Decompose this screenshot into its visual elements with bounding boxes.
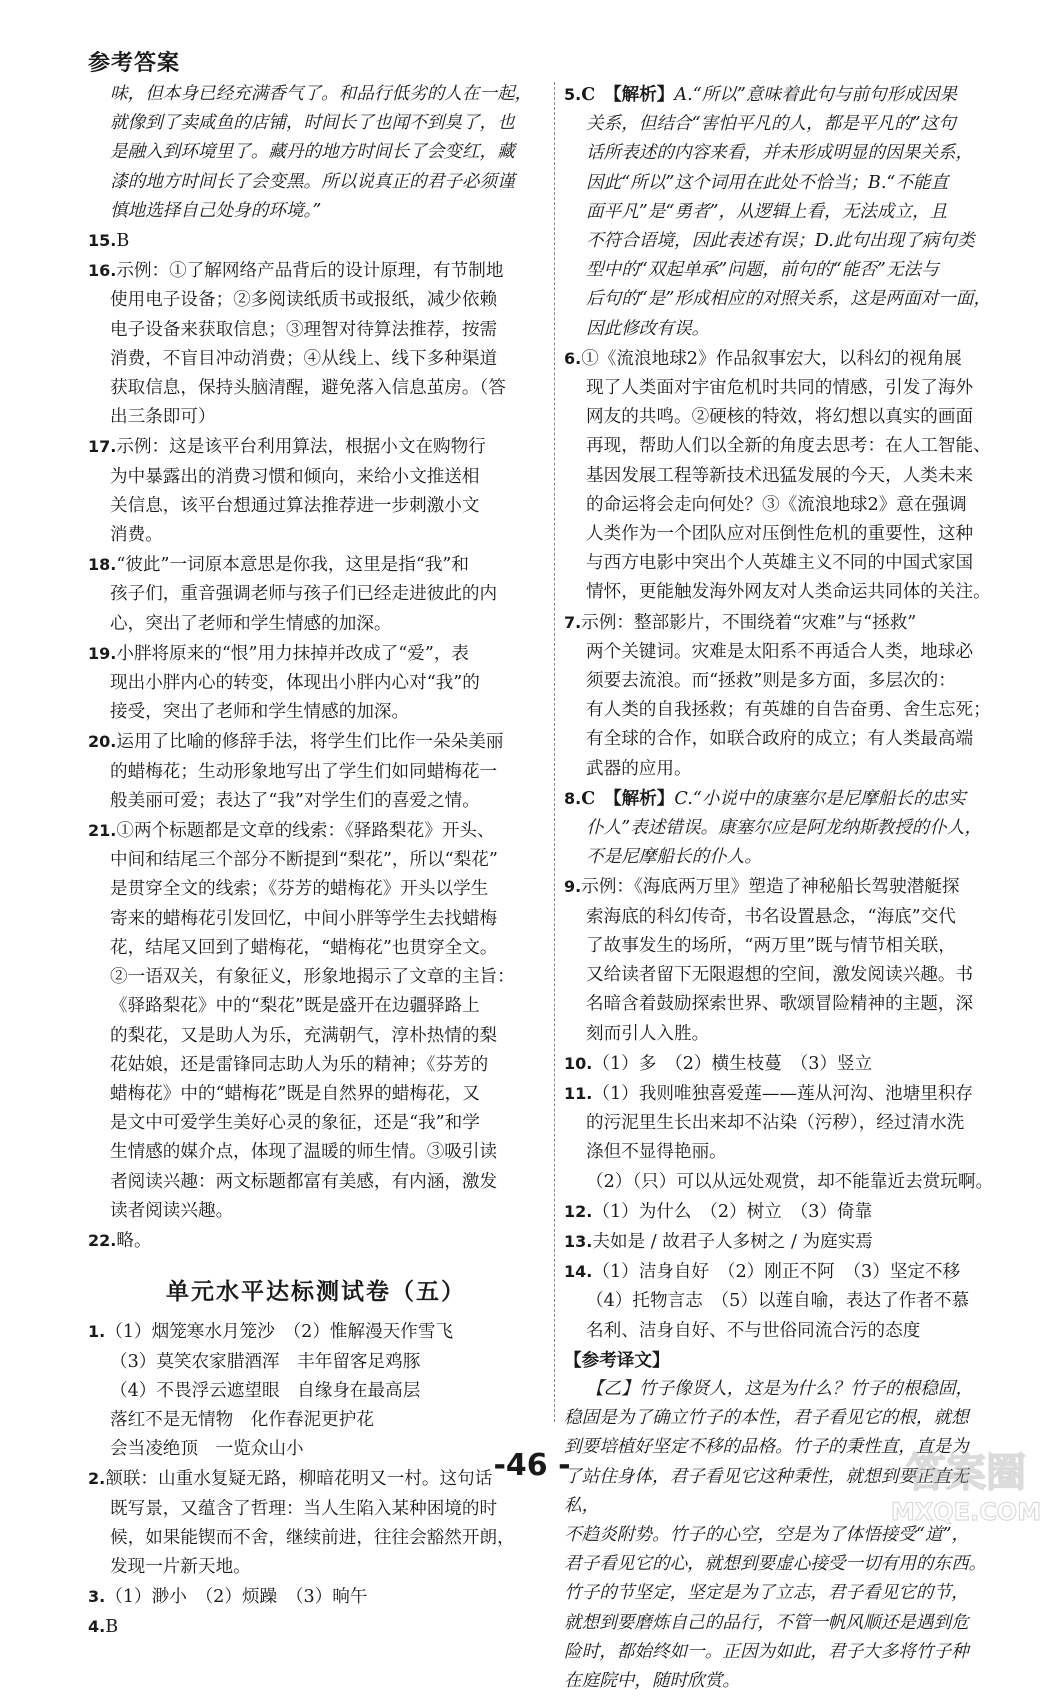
text-line: 的污泥里生长出来却不沾染（污秽），经过清水洗 [586, 1113, 965, 1134]
text-line: 蜡梅花》中的“蜡梅花”既是自然界的蜡梅花，又 [110, 1083, 480, 1104]
text-line: 基因发展工程等新技术迅猛发展的今天，人类未来 [586, 465, 974, 486]
text-line: 是贯穿全文的线索；《芬芳的蜡梅花》开头以学生 [110, 879, 489, 900]
text-line: 的梨花，又是助人为乐，充满朝气，淳朴热情的梨 [110, 1025, 498, 1046]
question-number: 19. [88, 643, 117, 663]
text-line: 是融入到环境里了。藏丹的地方时间长了会变红，藏 [110, 142, 515, 163]
text-line: 味，但本身已经充满香气了。和品行低劣的人在一起， [110, 84, 533, 104]
text-line: （1）我则唯独喜爱莲——莲从河沟、池塘里积存 [592, 1083, 974, 1104]
test-answer-9 [564, 872, 996, 1048]
text-line: 出三条即可） [110, 407, 216, 428]
text-line: 孩子们，重音强调老师与孩子们已经走进彼此的内 [110, 584, 498, 605]
text-line: 因此“所以”这个词用在此处不恰当；B.“不能直 [586, 172, 949, 193]
text-line: A.“所以”意味着此句与前句形成因果 [674, 85, 958, 105]
text-line: 型中的“双起单承”问题，前句的“能否”无法与 [586, 260, 939, 281]
text-line: 既写景，又蕴含了哲理：当人生陷入某种困境的时 [110, 1498, 498, 1519]
text-line: 稳固是为了确立竹子的本性，君子看见它的根，就想 [564, 1408, 969, 1429]
text-line: 索海底的科幻传奇，书名设置悬念，“海底”交代 [586, 906, 956, 927]
text-line: 在庭院中，随时欣赏。 [564, 1670, 740, 1691]
text-line: 就想到要磨炼自己的品行，不管一帆风顺还是遇到危 [564, 1612, 969, 1633]
text-line: 与西方电影中突出个人英雄主义不同的中国式家国 [586, 553, 974, 574]
question-number: 12. [564, 1201, 593, 1221]
question-number: 3. [88, 1587, 106, 1607]
text-line: C.“小说中的康塞尔是尼摩船长的忠实 [674, 788, 966, 809]
text-line: 不趋炎附势。竹子的心空，空是为了体悟接受“道”， [564, 1524, 970, 1545]
text-line: 现了人类面对宇宙危机时共同的情感，引发了海外 [586, 378, 974, 399]
text-line: 的命运将会走向何处？③《流浪地球2》意在强调 [586, 494, 967, 515]
text-line: 的蜡梅花；生动形象地写出了学生们如同蜡梅花一 [110, 761, 498, 782]
test-answer-4 [88, 1612, 544, 1642]
text-line: 有全球的合作，如联合政府的成立；有人类最高端 [586, 729, 974, 750]
text-line: ②一语双关，有象征义，形象地揭示了文章的主旨： [110, 967, 515, 988]
question-number: 22. [88, 1230, 117, 1250]
text-line: 者阅读兴趣：两文标题都富有美感，有内涵，激发 [110, 1171, 498, 1192]
text-line: 使用电子设备；②多阅读纸质书或报纸，减少依赖 [110, 290, 498, 311]
text-line: 示例：这是该平台利用算法，根据小文在购物行 [116, 437, 486, 458]
answer-22 [88, 1226, 544, 1256]
text-line: 《驿路梨花》中的“梨花”既是盛开在边疆驿路上 [110, 996, 480, 1017]
question-number: 1. [88, 1322, 106, 1342]
text-line: （3）莫笑农家腊酒浑 丰年留客足鸡豚 [110, 1351, 421, 1372]
text-line: “彼此”一词原本意思是你我，这里是指“我”和 [116, 555, 470, 576]
text-line: 话所表述的内容来看，并未形成明显的因果关系， [586, 143, 974, 164]
left-column [88, 80, 544, 1643]
analysis-tag: C 【解析】 [581, 787, 675, 809]
question-number: 4. [88, 1617, 106, 1637]
text-line: 君子看见它的心，就想到要虚心接受一切有用的东西。 [564, 1554, 987, 1575]
text-line: 现出小胖内心的转变，体现出小胖内心对“我”的 [110, 673, 480, 694]
text-line: 示例：整部影片，不围绕着“灾难”与“拯救” [581, 612, 917, 633]
question-number: 7. [564, 612, 582, 632]
answer-18 [88, 550, 544, 639]
page-number: -46 - [493, 1448, 571, 1483]
text-line: 武器的应用。 [586, 758, 692, 779]
text-line: 示例：《海底两万里》塑造了神秘船长驾驶潜艇探 [581, 877, 960, 898]
text-line: 险时，都始终如一。正因为如此，君子大多将竹子种 [564, 1641, 969, 1662]
text-line: 有人类的自我拯救；有英雄的自告奋勇、舍生忘死； [586, 700, 991, 721]
answer-text: B [105, 1617, 119, 1638]
answer-text: （1）多 （2）横生枝蔓 （3）竖立 [592, 1053, 873, 1074]
text-line: 仆人”表述错误。康塞尔应是阿龙纳斯教授的仆人， [586, 818, 983, 839]
translation-label: 【参考译文】 [564, 1349, 670, 1371]
test-answer-3 [88, 1582, 544, 1612]
answer-16 [88, 256, 544, 432]
question-number: 6. [564, 348, 582, 368]
text-line: 到要培植好坚定不移的品格。竹子的秉性直，直是为 [564, 1437, 969, 1458]
text-line: 不是尼摩船长的仆人。 [586, 847, 762, 868]
text-line: 示例：①了解网络产品背后的设计原理，有节制地 [116, 261, 504, 282]
text-line: 名暗含着鼓励探索世界、歌颂冒险精神的主题，深 [586, 994, 974, 1015]
text-line: 关信息，该平台想通过算法推荐进一步刺激小文 [110, 495, 480, 516]
text-line: 寄来的蜡梅花引发回忆，中间小胖等学生去找蜡梅 [110, 908, 498, 929]
text-line: 中间和结尾三个部分不断提到“梨花”，所以“梨花” [110, 850, 498, 871]
question-number: 11. [564, 1083, 593, 1103]
text-line: 不符合语境，因此表述有误；D.此句出现了病句类 [586, 231, 975, 252]
text-line: 再现，帮助人们以全新的角度去思考：在人工智能、 [586, 436, 991, 457]
analysis-tag: C 【解析】 [581, 84, 675, 105]
text-line: 须要去流浪。而“拯救”则是多方面，多层次的： [586, 671, 956, 692]
answer-text: （1）为什么 （2）树立 （3）倚靠 [592, 1201, 873, 1222]
watermark-logo [886, 1442, 1046, 1528]
text-line: 情怀，更能触发海外网友对人类命运共同体的关注。 [586, 582, 991, 603]
text-line: 落红不是无情物 化作春泥更护花 [110, 1409, 374, 1430]
column-divider [554, 82, 555, 1422]
text-line: （4）托物言志 （5）以莲自喻，表达了作者不慕 [586, 1291, 970, 1312]
text-line: 电子设备来获取信息；③理智对待算法推荐，按需 [110, 319, 498, 340]
answer-text: 夫如是 / 故君子人多树之 / 为庭实焉 [592, 1231, 873, 1252]
answer-17 [88, 432, 544, 550]
test-answer-1 [88, 1317, 544, 1464]
test-answer-11 [564, 1079, 996, 1197]
watermark-subtext: MXQE.COM [890, 1498, 1042, 1526]
text-line: 发现一片新天地。 [110, 1556, 251, 1577]
text-line: 慎地选择自己处身的环境。” [110, 200, 322, 221]
answer-19 [88, 639, 544, 728]
text-line: 就像到了卖咸鱼的店铺，时间长了也闻不到臭了，也 [110, 113, 515, 134]
answer-text: （1）渺小 （2）烦躁 （3）晌午 [105, 1587, 368, 1608]
text-line: 候，如果能锲而不舍，继续前进，往往会豁然开朗， [110, 1527, 515, 1548]
text-line: 为中暴露出的消费习惯和倾向，来给小文推送相 [110, 466, 480, 487]
question-number: 16. [88, 261, 117, 281]
text-line: 会当凌绝顶 一览众山小 [110, 1439, 304, 1460]
text-line: 关系，但结合“害怕平凡的人，都是平凡的”这句 [586, 114, 956, 135]
text-line: 后句的“是”形成相应的对照关系，这是两面对一面， [586, 289, 992, 310]
text-line: （1）洁身自好 （2）刚正不阿 （3）坚定不移 [592, 1262, 961, 1283]
answer-15 [88, 226, 544, 256]
text-line: 了故事发生的场所，“两万里”既与情节相关联， [586, 935, 956, 956]
answer-21 [88, 816, 544, 1226]
text-line: （1）烟笼寒水月笼沙 （2）惟解漫天作雪飞 [105, 1322, 454, 1343]
text-line: 般美丽可爱；表达了“我”对学生们的喜爱之情。 [110, 790, 480, 811]
page-header-title: 参考答案 [88, 51, 181, 76]
test-answer-7 [564, 608, 996, 784]
text-line: 心，突出了老师和学生情感的加深。 [110, 613, 392, 634]
text-line: 【乙】竹子像贤人，这是为什么？竹子的根稳固， [586, 1378, 974, 1399]
text-line: 读者阅读兴趣。 [110, 1200, 234, 1221]
text-line: 涤但不显得艳丽。 [586, 1142, 727, 1163]
reference-translation [564, 1375, 996, 1696]
text-line: 获取信息，保持头脑清醒，避免落入信息茧房。（答 [110, 378, 506, 399]
text-line: 因此修改有误。 [586, 318, 710, 339]
question-number: 17. [88, 437, 117, 457]
text-line: 漆的地方时间长了会变黑。所以说真正的君子必须谨 [110, 171, 515, 192]
text-line: 小胖将原来的“恨”用力抹掉并改成了“爱”，表 [116, 643, 470, 664]
test-answer-6 [564, 344, 996, 608]
test-answer-5 [564, 80, 996, 344]
question-number: 14. [564, 1262, 593, 1282]
text-line: 花姑娘，还是雷锋同志助人为乐的精神；《芬芳的 [110, 1054, 489, 1075]
text-line: （2）（只）可以从远处观赏，却不能靠近去赏玩啊。 [586, 1171, 994, 1192]
prev-translation-tail [88, 80, 544, 226]
text-line: 刻而引人入胜。 [586, 1023, 710, 1044]
question-number: 13. [564, 1231, 593, 1251]
watermark-text: 答案圈 [906, 1450, 1026, 1496]
answer-text: 略。 [116, 1230, 152, 1251]
question-number: 10. [564, 1053, 593, 1073]
text-line: （4）不畏浮云遮望眼 自缘身在最高层 [110, 1380, 421, 1401]
text-line: 运用了比喻的修辞手法，将学生们比作一朵朵美丽 [116, 732, 504, 753]
test-answer-8 [564, 784, 996, 873]
question-number: 5. [564, 85, 582, 104]
text-line: 消费，不盲目冲动消费；④从线上、线下多种渠道 [110, 348, 498, 369]
section-title: 单元水平达标测试卷（五） [166, 1279, 466, 1306]
question-number: 9. [564, 877, 582, 897]
text-line: 名利、洁身自好、不与世俗同流合污的态度 [586, 1320, 921, 1341]
text-line: ①《流浪地球2》作品叙事宏大，以科幻的视角展 [581, 348, 962, 369]
text-line: 颔联：山重水复疑无路，柳暗花明又一村。这句话 [105, 1469, 493, 1490]
question-number: 21. [88, 821, 117, 841]
text-line: 是文中可爱学生美好心灵的象征，还是“我”和学 [110, 1113, 480, 1134]
question-number: 8. [564, 788, 582, 808]
text-line: 了站住身体，君子看见它这种秉性，就想到要正直无私， [564, 1466, 969, 1516]
text-line: ①两个标题都是文章的线索：《驿路梨花》开头、 [116, 821, 495, 842]
text-line: 竹子的节坚定，坚定是为了立志，君子看见它的节， [564, 1583, 969, 1604]
text-line: 又给读者留下无限遐想的空间，激发阅读兴趣。书 [586, 965, 974, 986]
text-line: 生情感的媒介点，体现了温暖的师生情。③吸引读 [110, 1142, 498, 1163]
test-answer-10 [564, 1049, 996, 1079]
question-number: 15. [88, 231, 117, 251]
text-line: 消费。 [110, 525, 163, 546]
test-answer-12 [564, 1197, 996, 1227]
text-line: 面平凡”是“勇者”，从逻辑上看，无法成立，且 [586, 201, 948, 222]
text-line: 两个关键词。灾难是太阳系不再适合人类，地球必 [586, 641, 974, 662]
text-line: 人类作为一个团队应对压倒性危机的重要性，这种 [586, 524, 974, 545]
test-answer-13 [564, 1227, 996, 1257]
answer-20 [88, 727, 544, 816]
question-number: 20. [88, 732, 117, 752]
text-line: 网友的共鸣。②硬核的特效，将幻想以真实的画面 [586, 407, 974, 428]
text-line: 接受，突出了老师和学生情感的加深。 [110, 702, 410, 723]
answer-text: B [116, 231, 130, 252]
text-line: 花，结尾又回到了蜡梅花，“蜡梅花”也贯穿全文。 [110, 937, 498, 958]
question-number: 2. [88, 1469, 106, 1489]
test-answer-14 [564, 1257, 996, 1346]
question-number: 18. [88, 555, 117, 575]
